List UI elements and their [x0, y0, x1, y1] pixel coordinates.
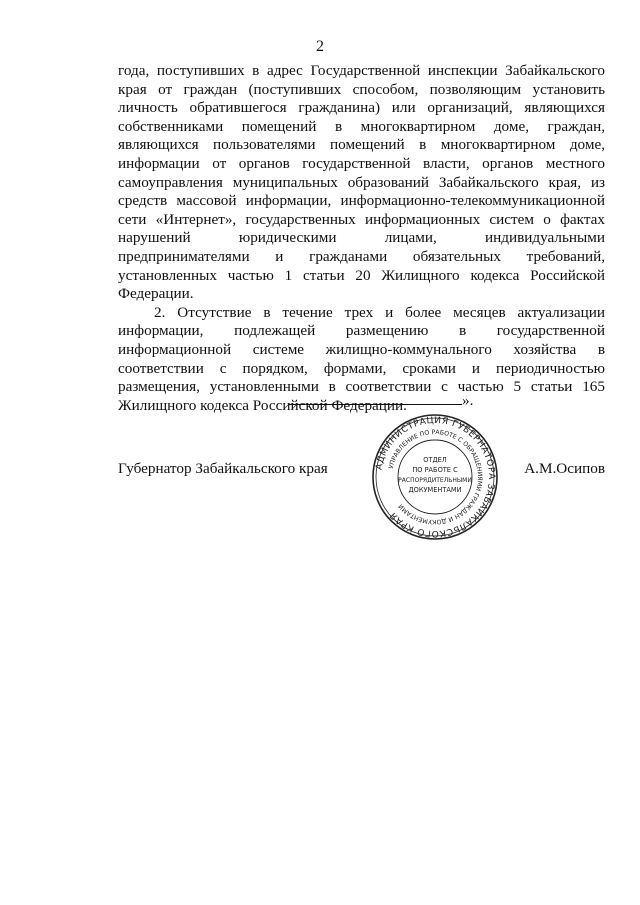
paragraph-continuation: года, поступивших в адрес Государственной инспекции Забайкальского края от граждан (поступивших способом, позволяющим установить личность обратившегося гражданина) или организаций, являющихся собственниками помещений в многоквартирном доме, граждан, являющихся пользователями помещений в многоквартирном доме, информации от органов государственной власти, органов местного самоуправления муниципальных образований Забайкальского края, из средств массовой информации, информационно-телекоммуникационной сети «Интернет», государственных информационных систем о фактах нарушений юридическими лицами, индивидуальными предпринимателями и гражданами обязательных требований, установленных частью 1 статьи 20 Жилищного кодекса Российской Федерации. — [118, 62, 605, 303]
stamp-center-line-1: ОТДЕЛ — [423, 456, 447, 464]
official-stamp — [370, 412, 500, 542]
stamp-inner-text: УПРАВЛЕНИЕ ПО РАБОТЕ С ОБРАЩЕНИЯМИ ГРАЖДАН И ДОКУМЕНТАМИ — [387, 428, 484, 526]
stamp-center-line-2: ПО РАБОТЕ С — [412, 466, 458, 474]
signatory-title: Губернатор Забайкальского края — [118, 460, 328, 477]
document-body — [118, 62, 605, 415]
stamp-center-line-3: РАСПОРЯДИТЕЛЬНЫМИ — [398, 477, 472, 484]
closing-quote: ». — [462, 392, 474, 409]
signatory-name: А.М.Осипов — [524, 460, 605, 477]
closing-line — [288, 392, 473, 410]
stamp-outer-text: АДМИНИСТРАЦИЯ ГУБЕРНАТОРА ЗАБАЙКАЛЬСКОГО КРАЯ — [374, 415, 497, 539]
blank-underline — [288, 392, 462, 405]
stamp-center-line-4: ДОКУМЕНТАМИ — [408, 486, 462, 494]
paragraph-item-2: 2. Отсутствие в течение трех и более месяцев актуализации информации, подлежащей размещению в государственной информационной системе жилищно-коммунального хозяйства в соответствии с порядком, формами, сроками и периодичностью размещения, установленными в соответствии с частью 5 статьи 165 Жилищного кодекса Российской Федерации. — [118, 303, 605, 414]
page-number: 2 — [316, 38, 324, 55]
